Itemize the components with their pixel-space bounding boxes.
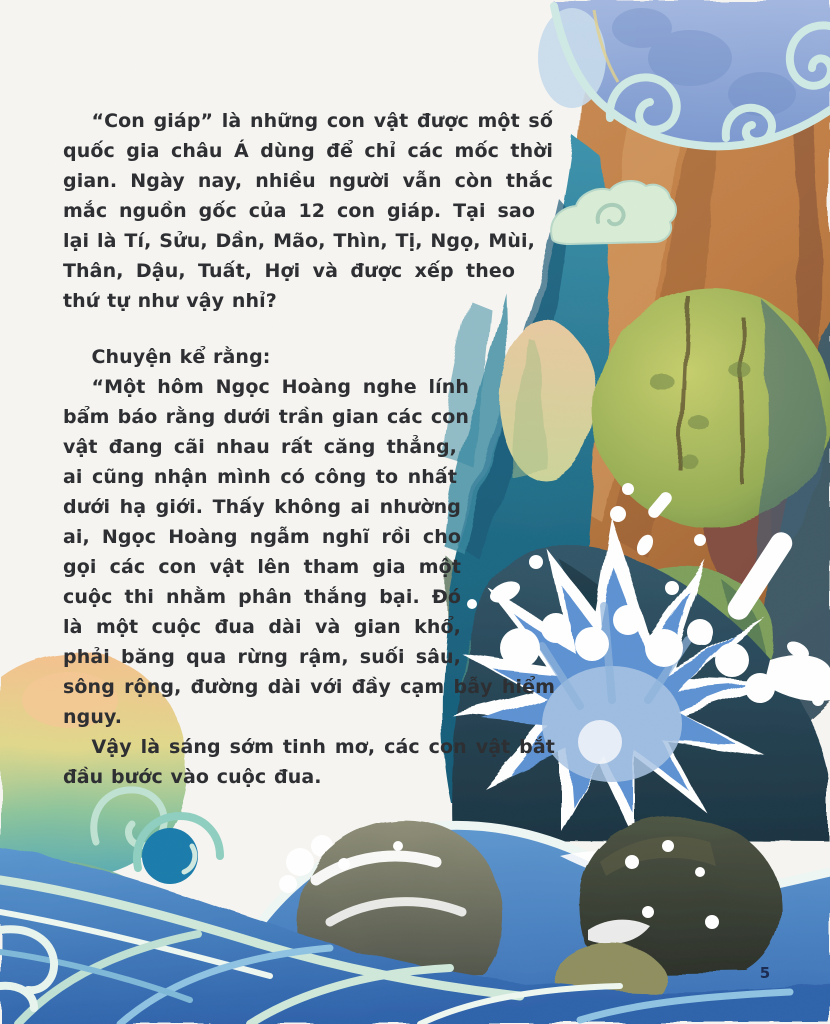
wrap-shim: [553, 106, 555, 202]
story-paragraph-intro: “Con giáp” là những con vật được một số quốc gia châu Á dùng để chỉ các mốc thời gian. Ngày nay, nhiều người vẫn còn thắc mắc nguồn gốc của 12 con giáp. Tại sao lại là Tí, Sửu, Dần, Mão, Thìn, Tị, Ngọ, Mùi, Thân, Dậu, Tuất, Hợi và được xếp theo thứ tự như vậy nhỉ?: [63, 110, 553, 312]
page-number: 5: [759, 964, 771, 982]
story-paragraph-tale: “Một hôm Ngọc Hoàng nghe lính bẩm báo rằng dưới trần gian các con vật đang cãi nhau rất căng thẳng, ai cũng nhận mình có công to nhất dưới hạ giới. Thấy không ai nhường ai, Ngọc Hoàng ngẫm nghĩ rồi cho gọi các con vật lên tham gia một cuộc thi nhằm phân thắng bại. Đó là một cuộc đua dài và gian khổ, phải băng qua rừng rậm, suối sâu, sông rộng, đường dài với đầy cạm bẫy hiểm nguy.: [63, 376, 555, 728]
wrap-shim: [515, 260, 555, 318]
wrap-shim: [469, 376, 555, 434]
wrap-shim: [491, 318, 555, 376]
wrap-shim: [535, 202, 555, 260]
story-text-block: [63, 106, 555, 792]
wrap-shim: [461, 492, 555, 672]
story-paragraph-race: Vậy là sáng sớm tinh mơ, các con vật bắt đầu bước vào cuộc đua.: [63, 736, 555, 788]
wrap-shim: [457, 434, 555, 492]
story-paragraph-lead: Chuyện kể rằng:: [91, 346, 271, 368]
